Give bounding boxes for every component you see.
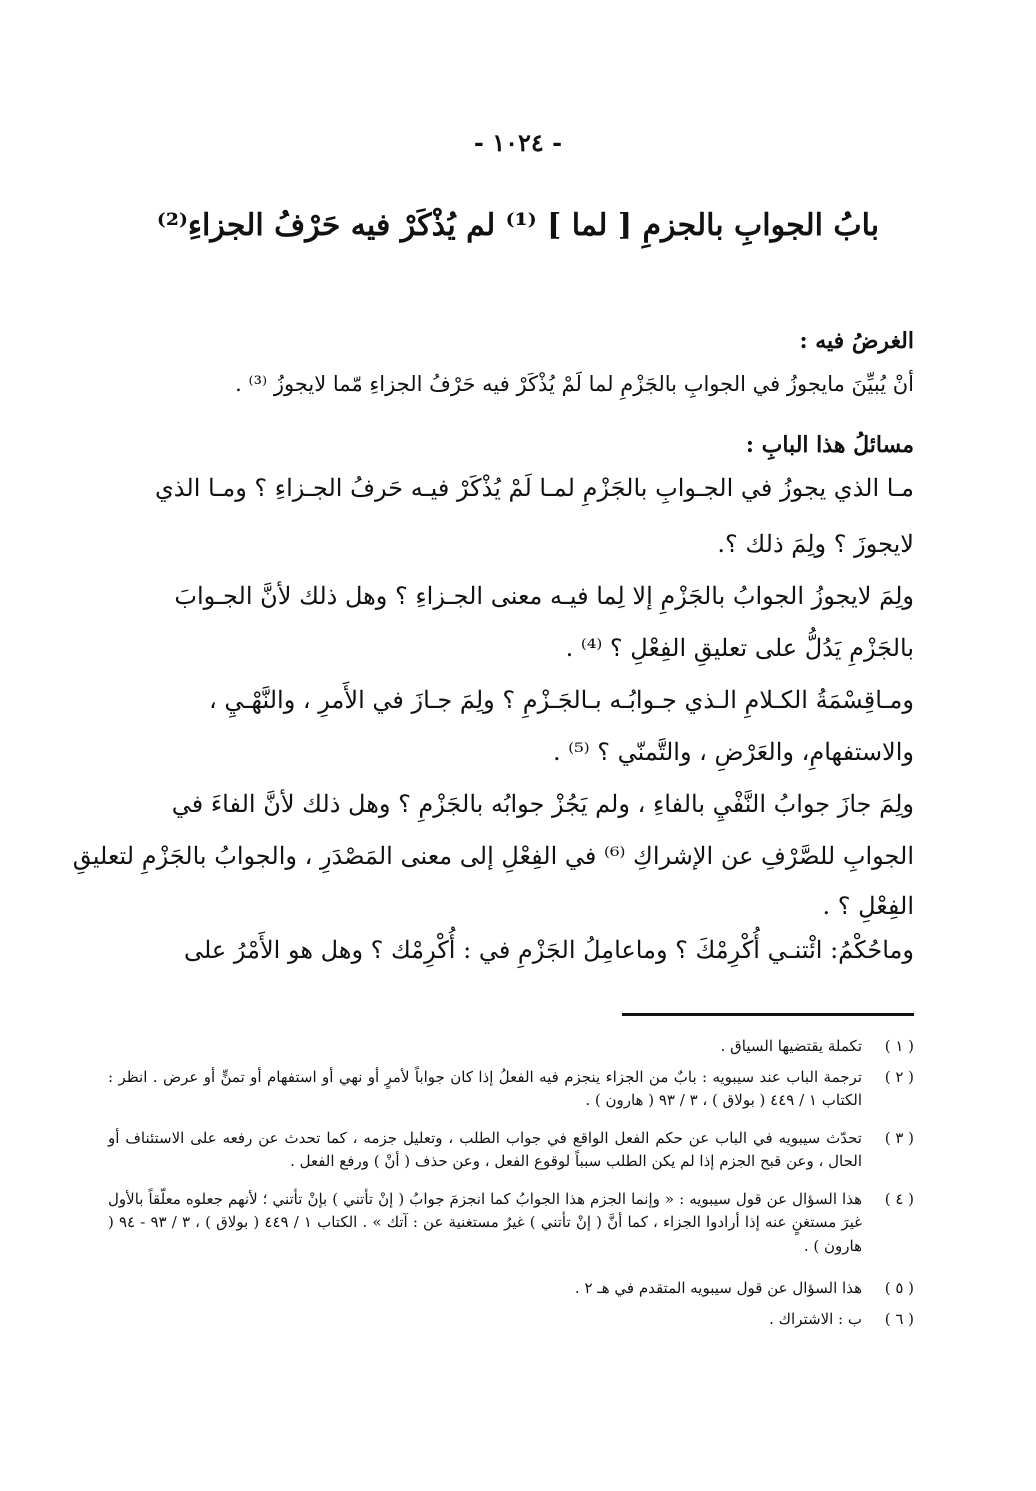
footnote-number: ( ٢ )	[884, 1068, 914, 1086]
footnote-number: ( ٥ )	[884, 1279, 914, 1297]
footnote-number: ( ١ )	[884, 1037, 914, 1055]
footnote	[108, 1188, 914, 1258]
body-line: وماحُكْمُ: ائْتنـي أُكْرِمْكَ ؟ وماعامِلُ الجَزْمِ في : أُكْرِمْك ؟ وهل هو الأَمْرُ على	[183, 936, 914, 964]
footnote	[108, 1127, 914, 1174]
purpose-heading: الغرضُ فيه :	[799, 328, 914, 354]
footnote-number: ( ٤ )	[884, 1190, 914, 1208]
footnote-text: تكملة يقتضيها السياق .	[720, 1037, 862, 1055]
body-line: بالجَزْمِ يَدُلُّ على تعليقِ الفِعْلِ ؟ ⁽⁴⁾ .	[565, 634, 914, 662]
footnote-number: ( ٦ )	[884, 1310, 914, 1328]
body-line: الفِعْلِ ؟ .	[822, 892, 914, 920]
footnote	[108, 1035, 914, 1058]
body-line: والاستفهامِ، والعَرْضِ ، والتَّمنّي ؟ ⁽⁵⁾ .	[552, 738, 914, 766]
page-number: - ١٠٢٤ -	[473, 128, 563, 157]
footnote	[108, 1066, 914, 1113]
body-line: الجوابِ للصَّرْفِ عن الإشراكِ ⁽⁶⁾ في الفِعْلِ إلى معنى المَصْدَرِ ، والجوابُ بالجَزْمِ لتعليقِ	[72, 842, 914, 870]
footnote-text: هذا السؤال عن قول سيبويه المتقدم في هـ ٢ .	[574, 1279, 862, 1297]
body-line: ومـاقِسْمَةُ الكـلامِ الـذي جـوابُـه بـالجَـزْمِ ؟ ولِمَ جـازَ في الأَمرِ ، والنَّهْـيِ ،	[209, 686, 914, 714]
body-line: مـا الذي يجوزُ في الجـوابِ بالجَزْمِ لمـا لَمْ يُذْكَرْ فيـه حَرفُ الجـزاءِ ؟ ومـا الذي	[155, 474, 914, 502]
body-line: ولِمَ جازَ جوابُ النَّفْيِ بالفاءِ ، ولم يَجُزْ جوابُه بالجَزْمِ ؟ وهل ذلك لأنَّ الفاءَ في	[171, 790, 914, 818]
body-line: لايجوزَ ؟ ولِمَ ذلك ؟.	[717, 530, 914, 558]
footnote-text: هذا السؤال عن قول سيبويه : « وإنما الجزم هذا الجوابُ كما انجزمَ جوابُ ( إنْ تأتني ) بإنْ تأتني ؛ لأنهم جعلوه معلّقاً بالأول غيرَ مستغنٍ عنه إذا أرادوا الجزاء ، كما أنَّ ( إنْ تأتني ) غيرُ مستغنية عن : آتك » . الكتاب ١ / ٤٤٩ ( بولاق ) ، ٣ / ٩٣ - ٩٤ ( هارون ) .	[108, 1190, 863, 1255]
footnote	[108, 1308, 914, 1331]
footnote-text: تحدّث سيبويه في الباب عن حكم الفعل الواقع في جواب الطلب ، وتعليل جزمه ، كما تحدث عن رفعه على الاستئناف أو الحال ، وعن قبح الجزم إذا لم يكن الطلب سبباً لوقوع الفعل ، وعن حذف ( أنْ ) ورفع الفعل .	[108, 1129, 862, 1171]
footnote-number: ( ٣ )	[884, 1129, 914, 1147]
footnote	[108, 1277, 914, 1300]
footnote-separator	[622, 1013, 914, 1016]
purpose-text: أنْ يُبيِّنَ مايجوزُ في الجوابِ بالجَزْمِ لما لَمْ يُذْكَرْ فيه حَرْفُ الجزاءِ مّما لايجوزُ ⁽³⁾ .	[235, 372, 914, 396]
footnote-text: ب : الاشتراك .	[769, 1310, 862, 1328]
footnote-text: ترجمة الباب عند سيبويه : بابٌ من الجزاء ينجزم فيه الفعلُ إذا كان جواباً لأمرٍ أو نهي أو استفهام أو تمنٍّ أو عرض . انظر : الكتاب ١ / ٤٤٩ ( بولاق ) ، ٣ / ٩٣ ( هارون ) .	[108, 1068, 862, 1110]
issues-heading: مسائلُ هذا البابِ :	[745, 432, 914, 458]
body-line: ولِمَ لايجوزُ الجوابُ بالجَزْمِ إلا لِما فيـه معنى الجـزاءِ ؟ وهل ذلك لأنَّ الجـوابَ	[174, 582, 914, 610]
chapter-title: بابُ الجوابِ بالجزمِ [ لما ] ⁽¹⁾ لم يُذْكَرْ فيه حَرْفُ الجزاءِ⁽²⁾	[156, 208, 880, 243]
